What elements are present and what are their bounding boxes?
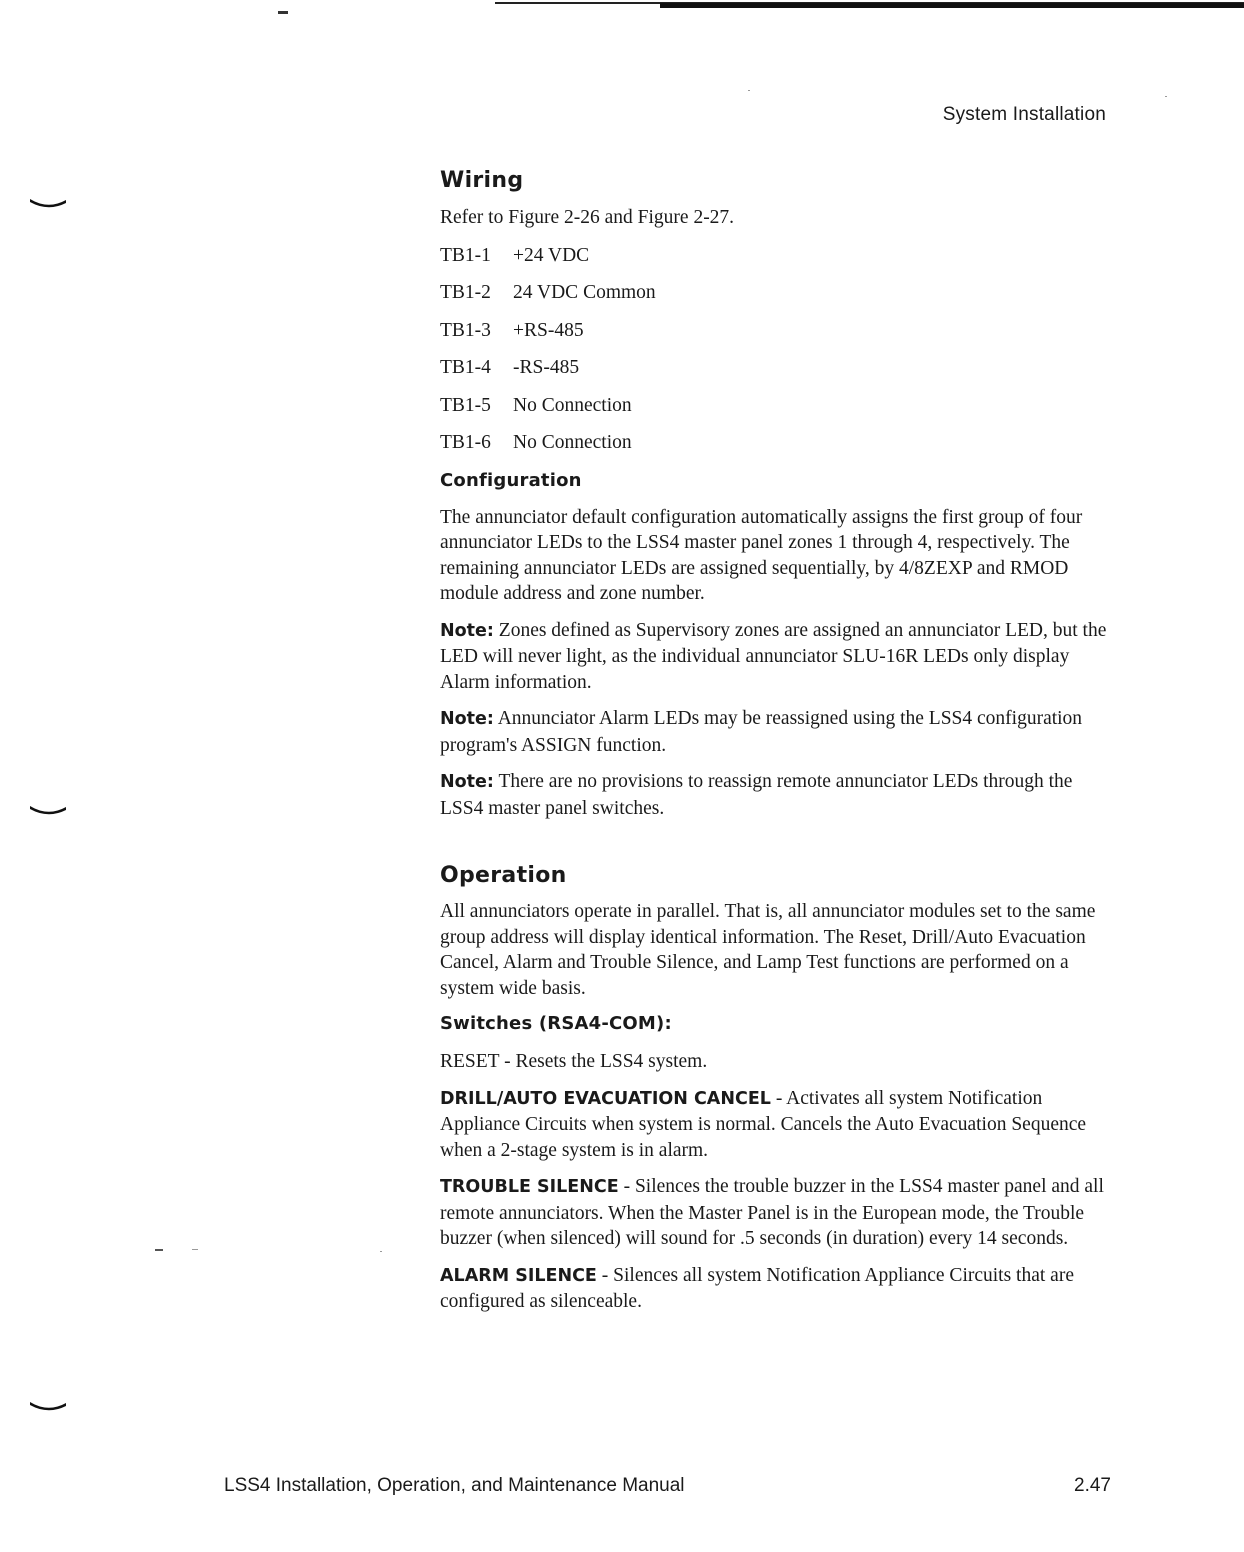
wiring-heading: Wiring [440, 168, 524, 193]
switch-description [440, 1263, 1110, 1315]
switch-label: TROUBLE SILENCE [440, 1177, 619, 1197]
terminal-list [440, 243, 1110, 468]
terminal-row [440, 355, 1110, 393]
terminal-row [440, 280, 1110, 318]
note-label: Note: [440, 709, 494, 729]
switch-text: - Activates all system Notification Appliance Circuits when system is normal. Cancels the Auto Evacuation Sequence when a 2-stage system is in alarm. [440, 1087, 1087, 1161]
switch-label: ALARM SILENCE [440, 1265, 597, 1286]
terminal-label: TB1-4 [440, 357, 491, 378]
note-paragraph [440, 706, 1110, 758]
terminal-value: -RS-485 [513, 357, 580, 378]
note-text: There are no provisions to reassign remote annunciator LEDs through the LSS4 master panel switches. [440, 771, 1073, 819]
note-text: Zones defined as Supervisory zones are assigned an annunciator LED, but the LED will never light, as the individual annunciator SLU-16R LEDs only display Alarm information. [440, 619, 1107, 693]
terminal-value: +RS-485 [513, 319, 584, 341]
switch-label: DRILL/AUTO EVACUATION CANCEL [440, 1088, 771, 1109]
binding-hole-mark [30, 805, 66, 815]
terminal-value: No Connection [513, 432, 632, 453]
reset-description: RESET - Resets the LSS4 system. [440, 1051, 708, 1072]
scan-speck [748, 90, 750, 91]
wiring-section [440, 168, 1110, 468]
scan-mark [278, 11, 288, 14]
note-paragraph [440, 769, 1110, 821]
switch-description [440, 1174, 1110, 1252]
terminal-row [440, 243, 1110, 281]
terminal-label: TB1-5 [440, 394, 491, 416]
switches-heading: Switches (RSA4-COM): [440, 1013, 672, 1034]
footer-page-number: 2.47 [1074, 1475, 1111, 1496]
terminal-label: TB1-1 [440, 244, 491, 266]
terminal-row [440, 393, 1110, 431]
terminal-row [440, 430, 1110, 468]
note-label: Note: [440, 772, 494, 792]
terminal-label: TB1-3 [440, 319, 491, 341]
note-label: Note: [440, 620, 494, 641]
switch-text: - Silences the trouble buzzer in the LSS4 master panel and all remote annunciators. When the Master Panel is in the European mode, the Trouble buzzer (when silenced) will sound for .5 seconds (in duration) every 14 seconds. [440, 1176, 1104, 1249]
terminal-value: 24 VDC Common [513, 282, 656, 303]
switches-section [440, 1013, 1110, 1315]
terminal-value: No Connection [513, 394, 632, 416]
switch-description [440, 1086, 1110, 1164]
scan-speck [192, 1249, 198, 1250]
note-paragraph [440, 618, 1110, 696]
terminal-label: TB1-6 [440, 432, 491, 453]
scan-speck [155, 1249, 163, 1251]
operation-heading: Operation [440, 863, 567, 888]
operation-section [440, 863, 1110, 1001]
configuration-section [440, 470, 1110, 822]
configuration-body: The annunciator default configuration automatically assigns the first group of four annunciator LEDs to the LSS4 master panel zones 1 through 4, respectively. The remaining annunciator LEDs are assigned sequentially, by 4/8ZEXP and RMOD module address and zone number. [440, 506, 1083, 604]
footer-manual-title: LSS4 Installation, Operation, and Maintenance Manual [224, 1475, 685, 1496]
wiring-reference: Refer to Figure 2-26 and Figure 2-27. [440, 207, 735, 228]
page-content [440, 168, 1110, 1326]
running-header: System Installation [942, 104, 1106, 125]
switch-text: - Silences all system Notification Appliance Circuits that are configured as silenceable. [440, 1264, 1074, 1312]
terminal-row [440, 318, 1110, 356]
top-border-bar [660, 3, 1244, 8]
binding-hole-mark [30, 1401, 66, 1411]
binding-hole-mark [30, 198, 66, 208]
terminal-label: TB1-2 [440, 282, 491, 303]
operation-body: All annunciators operate in parallel. That is, all annunciator modules set to the same group address will display identical information. The Reset, Drill/Auto Evacuation Cancel, Alarm and Trouble Silence, and Lamp Test functions are performed on a system wide basis. [440, 901, 1096, 999]
scan-speck [380, 1251, 382, 1252]
terminal-value: +24 VDC [513, 244, 590, 266]
note-text: Annunciator Alarm LEDs may be reassigned using the LSS4 configuration program's ASSIGN function. [440, 708, 1083, 756]
scan-speck [1165, 96, 1167, 97]
configuration-heading: Configuration [440, 469, 582, 491]
